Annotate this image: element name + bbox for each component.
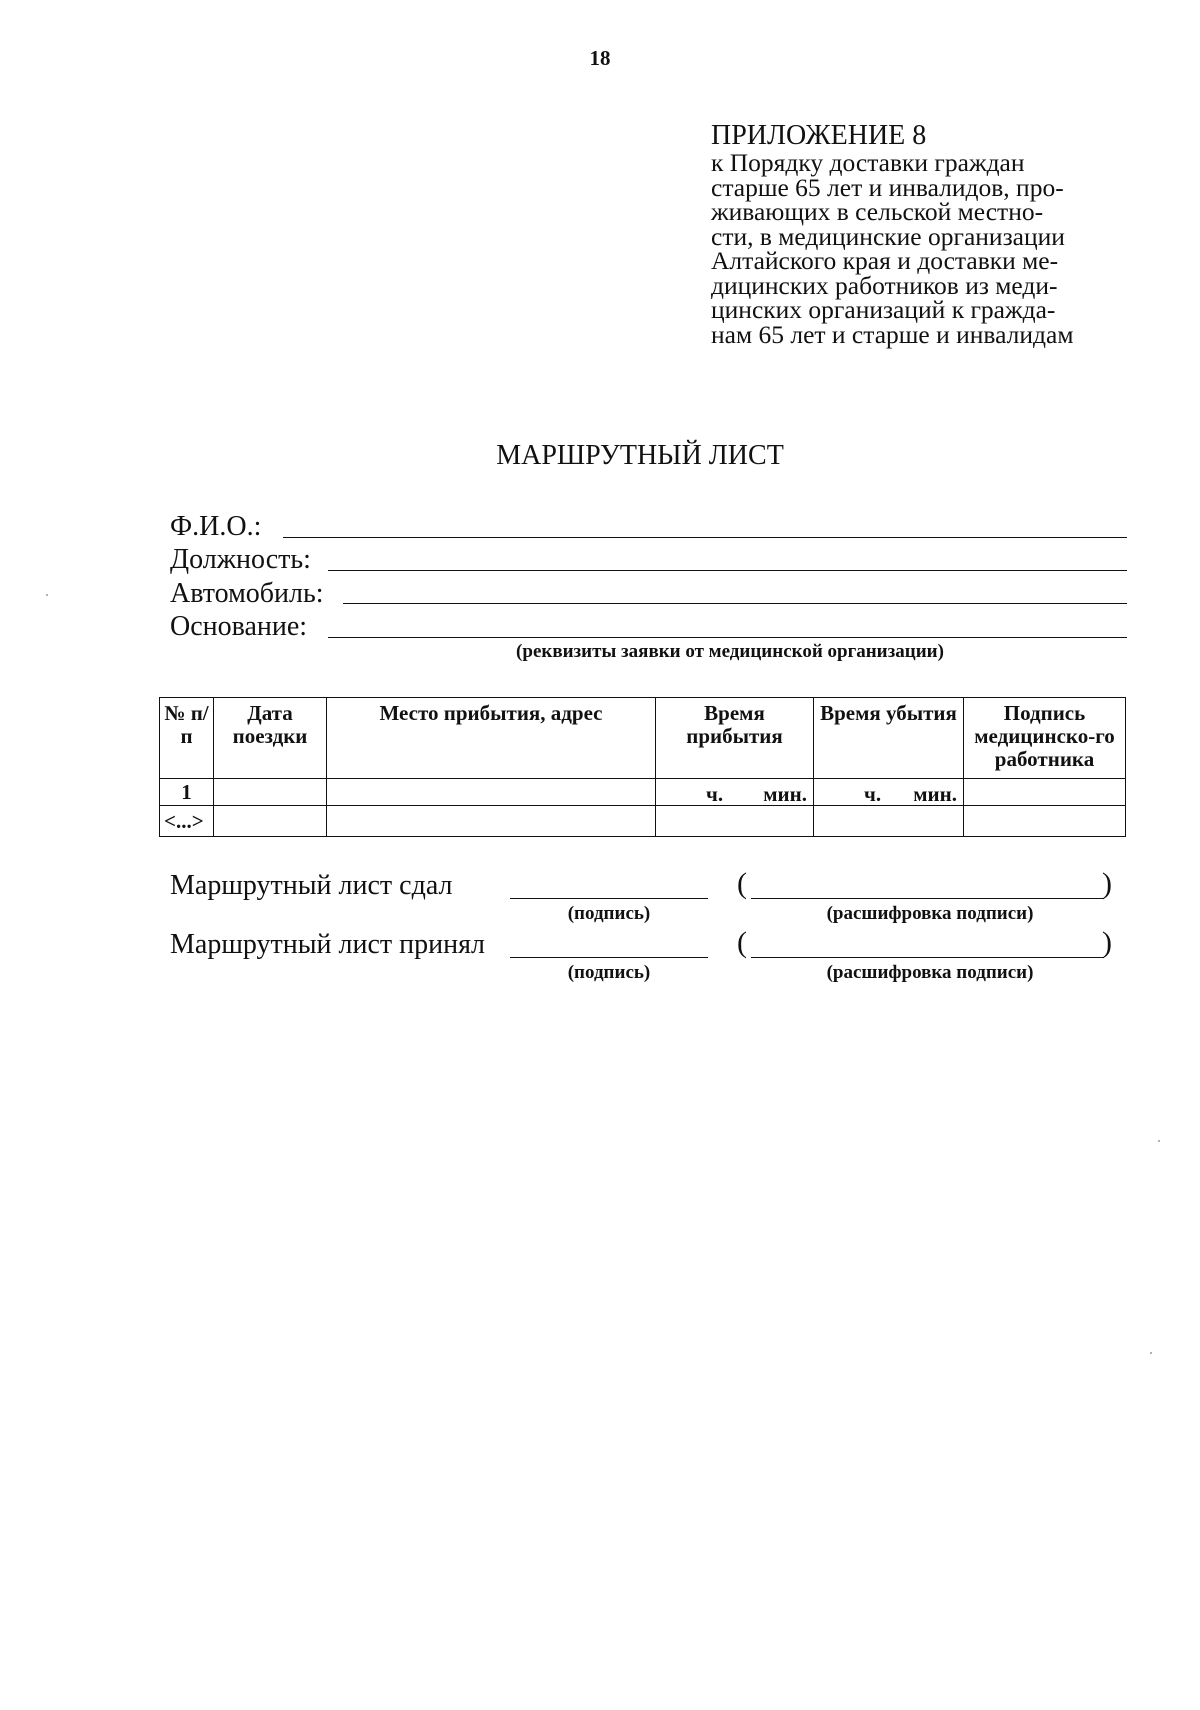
- scan-speck: [46, 594, 48, 596]
- handed-over-signature-line[interactable]: [510, 898, 708, 899]
- medic-signature-cell[interactable]: [964, 806, 1126, 837]
- row-number: 1: [160, 779, 214, 806]
- open-paren: (: [737, 926, 747, 959]
- page-number: 18: [589, 46, 611, 70]
- header-number: № п/п: [160, 698, 214, 779]
- medic-signature-cell[interactable]: [964, 779, 1126, 806]
- car-label: Автомобиль:: [170, 578, 324, 609]
- header-departure-time: Время убытия: [814, 698, 964, 779]
- departure-time-cell[interactable]: [814, 779, 964, 806]
- header-destination: Место прибытия, адрес: [327, 698, 656, 779]
- open-paren: (: [737, 867, 747, 900]
- appendix-title: ПРИЛОЖЕНИЕ 8: [711, 120, 927, 151]
- basis-field[interactable]: [328, 637, 1127, 638]
- appendix-reference: к Порядку доставки граждан старше 65 лет и инвалидов, про- живающих в сельской местно- сти, в медицинские организации Алтайского края и доставки ме- дицинских работников из меди- цинских организаций к гражда- нам 65 лет и старше и инвалидам: [711, 148, 1074, 349]
- position-field[interactable]: [328, 570, 1127, 571]
- table-row: [160, 806, 1126, 837]
- minutes-label: мин.: [913, 782, 957, 806]
- fio-field[interactable]: [283, 537, 1127, 538]
- decoding-hint: (расшифровка подписи): [826, 903, 1034, 924]
- position-label: Должность:: [170, 544, 311, 575]
- signature-hint: (подпись): [567, 962, 651, 983]
- close-paren: ): [1102, 926, 1112, 959]
- arrival-time-cell[interactable]: [656, 779, 814, 806]
- handed-over-label: Маршрутный лист сдал: [170, 870, 453, 901]
- basis-hint: (реквизиты заявки от медицинской организации): [516, 641, 944, 662]
- header-arrival-time: Время прибытия: [656, 698, 814, 779]
- hours-label: ч.: [706, 782, 724, 806]
- document-title: МАРШРУТНЫЙ ЛИСТ: [496, 440, 784, 471]
- destination-cell[interactable]: [327, 779, 656, 806]
- row-number: <...>: [160, 806, 214, 837]
- accepted-decoding-line[interactable]: [751, 957, 1104, 958]
- minutes-label: мин.: [763, 782, 807, 806]
- arrival-time-cell[interactable]: [656, 806, 814, 837]
- header-trip-date: Дата поездки: [214, 698, 327, 779]
- scan-speck: [1158, 1140, 1160, 1142]
- close-paren: ): [1102, 867, 1112, 900]
- scan-speck: [1150, 1352, 1152, 1354]
- table-row: [160, 779, 1126, 806]
- accepted-signature-line[interactable]: [510, 957, 708, 958]
- header-medic-signature: Подпись медицинско-го работника: [964, 698, 1126, 779]
- accepted-label: Маршрутный лист принял: [170, 929, 485, 960]
- car-field[interactable]: [343, 603, 1127, 604]
- trip-date-cell[interactable]: [214, 779, 327, 806]
- fio-label: Ф.И.О.:: [170, 511, 262, 542]
- handed-over-decoding-line[interactable]: [751, 898, 1104, 899]
- departure-time-cell[interactable]: [814, 806, 964, 837]
- destination-cell[interactable]: [327, 806, 656, 837]
- signature-hint: (подпись): [567, 903, 651, 924]
- trip-date-cell[interactable]: [214, 806, 327, 837]
- table-header-row: [160, 698, 1126, 779]
- route-table: [159, 697, 1126, 837]
- basis-label: Основание:: [170, 611, 308, 642]
- hours-label: ч.: [864, 782, 882, 806]
- decoding-hint: (расшифровка подписи): [826, 962, 1034, 983]
